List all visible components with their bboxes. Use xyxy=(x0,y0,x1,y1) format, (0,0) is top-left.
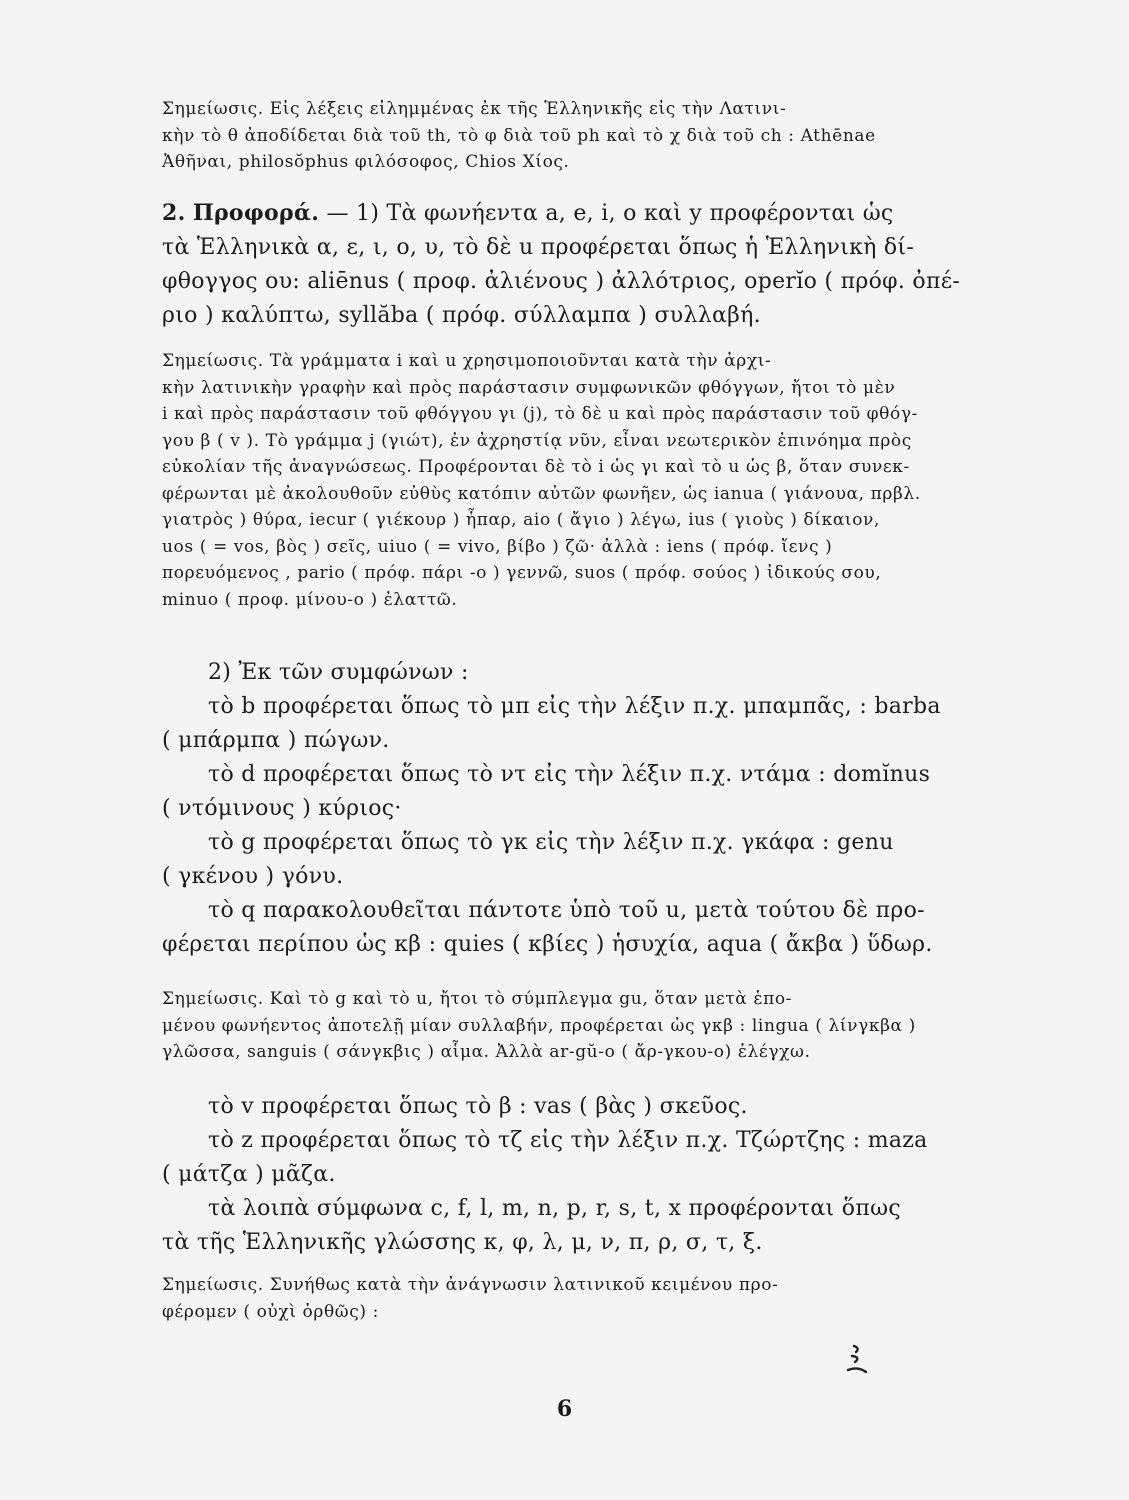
note-line: μένου φωνήεντος ἀποτελῇ μίαν συλλαβήν, προφέρεται ὡς γκβ : lingua ( λίνγκβα ) xyxy=(162,1015,916,1036)
page-number: 6 xyxy=(556,1396,573,1422)
note-line: πορευόμενος , pario ( πρόφ. πάρι -ο ) γεννῶ, suos ( πρόφ. σούος ) ἰδικούς σου, xyxy=(162,563,882,583)
consonant-rule-b: τὸ b προφέρεται ὅπως τὸ μπ εἰς τὴν λέξιν π.χ. μπαμπᾶς, : barba xyxy=(208,694,941,719)
section-number: 2. xyxy=(162,200,186,226)
section-line: φθογγος ου: aliēnus ( προφ. ἀλιένους ) ἀλλότριος, operĭo ( πρόφ. ὀπέ- xyxy=(162,269,961,294)
note-line: Ἀθῆναι, philosŏphus φιλόσοφος, Chios Χίος. xyxy=(162,152,570,172)
consonant-rule-d: τὸ d προφέρεται ὅπως τὸ ντ εἰς τὴν λέξιν π.χ. ντάμα : domĭnus xyxy=(208,762,931,787)
consonant-rule-line: ( γκένου ) γόνυ. xyxy=(162,864,344,889)
consonant-rule-z: τὸ z προφέρεται ὅπως τὸ τζ εἰς τὴν λέξιν π.χ. Τζώρτζης : maza xyxy=(208,1128,928,1153)
note-line: γλῶσσα, sanguis ( σάνγκβις ) αἷμα. Ἀλλὰ ar-gŭ-o ( ἄρ-γκου-ο) ἐλέγχω. xyxy=(162,1042,811,1062)
note-line: εὐκολίαν τῆς ἀναγνώσεως. Προφέρονται δὲ τὸ i ὡς γι καὶ τὸ u ὡς β, ὅταν συνεκ- xyxy=(162,457,910,477)
note-line: uos ( = vos, βὸς ) σεῖς, uiuo ( = vivo, βίβο ) ζῶ· ἀλλὰ : iens ( πρόφ. ἴενς ) xyxy=(162,536,833,557)
section-title: Προφορά. xyxy=(192,200,320,226)
note-gu xyxy=(162,986,1012,1066)
note-line: φέρομεν ( οὐχὶ ὀρθῶς) : xyxy=(162,1301,379,1322)
note-line: κὴν τὸ θ ἀποδίδεται διὰ τοῦ th, τὸ φ διὰ τοῦ ph καὶ τὸ χ διὰ τοῦ ch : Athēnae xyxy=(162,125,876,146)
consonant-rule-line: ( ντόμινους ) κύριος· xyxy=(162,796,402,821)
note-line: Σημείωσις. Τὰ γράμματα i καὶ u χρησιμοποιοῦνται κατὰ τὴν ἀρχι- xyxy=(162,351,772,371)
note-transliteration xyxy=(162,96,1012,176)
note-reading xyxy=(162,1272,1012,1325)
note-line: γιατρὸς ) θύρα, iecur ( γιέκουρ ) ἧπαρ, aio ( ἄγιο ) λέγω, ius ( γιοὺς ) δίκαιον, xyxy=(162,510,880,530)
section-line: ριο ) καλύπτω, syllăba ( πρόφ. σύλλαμπα ) συλλαβή. xyxy=(162,303,761,328)
note-line: φέρωνται μὲ ἀκολουθοῦν εὐθὺς κατόπιν αὐτῶν φωνῆεν, ὡς ianua ( γιάνουα, πρβλ. xyxy=(162,483,921,504)
note-semivowels xyxy=(162,348,1012,613)
consonants-section-2 xyxy=(162,1090,1012,1260)
note-line: Σημείωσις. Εἰς λέξεις εἰλημμένας ἐκ τῆς Ἑλληνικῆς εἰς τὴν Λατινι- xyxy=(162,99,787,119)
consonant-rule-q: τὸ q παρακολουθεῖται πάντοτε ὑπὸ τοῦ u, μετὰ τούτου δὲ προ- xyxy=(208,898,925,923)
consonants-heading: 2) Ἐκ τῶν συμφώνων : xyxy=(208,660,469,685)
consonant-rule-line: φέρεται περίπου ὡς κβ : quies ( κβίες ) ἡσυχία, aqua ( ἄκβα ) ὕδωρ. xyxy=(162,932,933,957)
consonant-rule-g: τὸ g προφέρεται ὅπως τὸ γκ εἰς τὴν λέξιν π.χ. γκάφα : genu xyxy=(208,830,894,855)
consonant-rule-v: τὸ v προφέρεται ὅπως τὸ β : vas ( βὰς ) σκεῦος. xyxy=(208,1094,748,1119)
note-line: i καὶ πρὸς παράστασιν τοῦ φθόγγου γι (j), τὸ δὲ u καὶ πρὸς παράστασιν τοῦ φθόγ- xyxy=(162,404,918,424)
note-line: Σημείωσις. Συνήθως κατὰ τὴν ἀνάγνωσιν λατινικοῦ κειμένου προ- xyxy=(162,1275,779,1295)
note-line: κὴν λατινικὴν γραφὴν καὶ πρὸς παράστασιν συμφωνικῶν φθόγγων, ἤτοι τὸ μὲν xyxy=(162,377,896,398)
note-line: Σημείωσις. Καὶ τὸ g καὶ τὸ u, ἤτοι τὸ σύμπλεγμα gu, ὅταν μετὰ ἑπο- xyxy=(162,989,793,1009)
section-line: τὰ Ἑλληνικὰ α, ε, ι, ο, υ, τὸ δὲ u προφέρεται ὅπως ἡ Ἑλληνικὴ δί- xyxy=(162,235,915,260)
consonants-section xyxy=(162,656,1012,962)
consonant-rule-line: ( μάτζα ) μᾶζα. xyxy=(162,1162,336,1187)
section-heading-line xyxy=(162,196,1012,231)
note-line: minuo ( προφ. μίνου-ο ) ἐλαττῶ. xyxy=(162,589,458,610)
note-line: γου β ( v ). Τὸ γράμμα j (γιώτ), ἐν ἀχρηστίᾳ νῦν, εἶναι νεωτερικὸν ἐπινόημα πρὸς xyxy=(162,430,912,451)
section-pronunciation xyxy=(162,196,1012,333)
consonant-rule-line: τὰ τῆς Ἑλληνικῆς γλώσσης κ, φ, λ, μ, ν, π, ρ, σ, τ, ξ. xyxy=(162,1230,763,1255)
consonant-rule-others: τὰ λοιπὰ σύμφωνα c, f, l, m, n, p, r, s, t, x προφέρονται ὅπως xyxy=(208,1196,901,1221)
consonant-rule-line: ( μπάρμπα ) πώγων. xyxy=(162,728,390,753)
ink-mark-icon xyxy=(842,1340,872,1380)
section-text: — 1) Τὰ φωνήεντα a, e, i, o καὶ y προφέρονται ὡς xyxy=(326,201,894,226)
